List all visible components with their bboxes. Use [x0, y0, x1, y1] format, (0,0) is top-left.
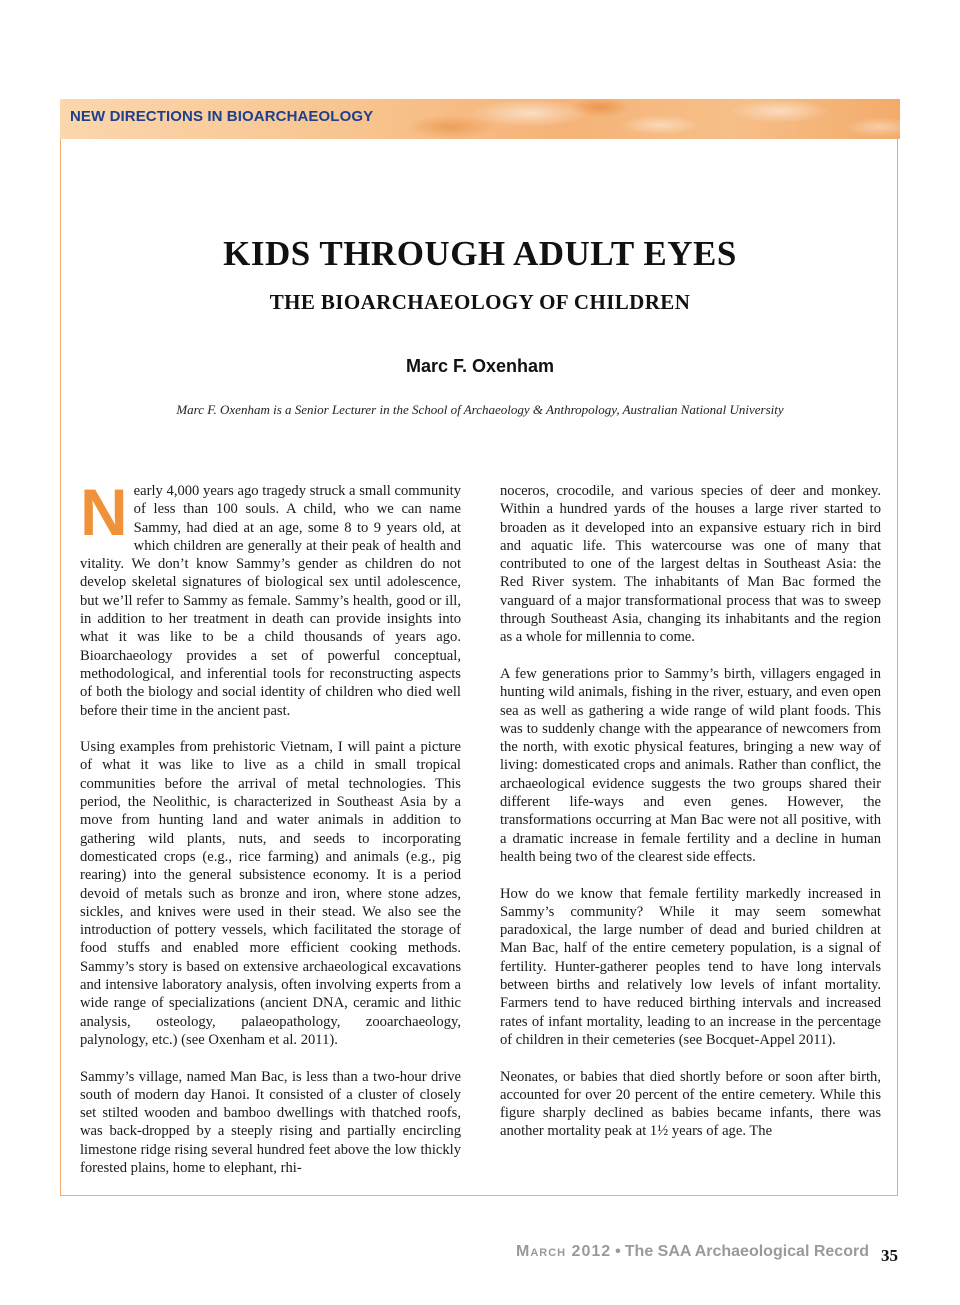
- left-column: [80, 475, 461, 1196]
- article-subtitle: THE BIOARCHAEOLOGY OF CHILDREN: [269, 290, 691, 314]
- author-name: Marc F. Oxenham: [405, 356, 555, 376]
- section-banner: [60, 99, 900, 139]
- paragraph: noceros, crocodile, and various species of deer and monkey. Within a hundred yards of the houses a large river started to broaden as it developed into an expansive estuary rich in bird and aquatic life. This watercourse was one of many that contributed to one of the largest deltas in Southeast Asia: the Red River system. The inhabitants of Man Bac formed the vanguard of a major transformational process that was to sweep through Southeast Asia, changing its inhabitants and the region as a whole for millennia to come.: [500, 483, 881, 646]
- paragraph: Using examples from prehistoric Vietnam, I will paint a picture of what it was like to live as a child in small tropical communities before the arrival of metal technologies. This period, the Neolithic, is characterized in Southeast Asia by a move from hunting land and water animals in addition to gathering wild plants, nuts, and seeds to incorporating domesticated crops (e.g., rice farming) and animals (e.g., pig rearing) into the general subsistence economy. It is a period devoid of metals such as bronze and iron, where stone adzes, sickles, and knives were used in their stead. We also see the introduction of pottery vessels, which facilitated the storage of food stuffs and enabled more efficient cooking methods. Sammy’s story is based on extensive archaeological excavations and intensive laboratory analysis, often involving experts from a wide range of specializations (ancient DNA, ceramic and lithic analysis, osteology, palaeopathology, zooarchaeology, palynology, etc.) (see Oxenham et al. 2011).: [80, 739, 461, 1048]
- footer-bullet: •: [615, 1243, 621, 1260]
- right-column: [500, 482, 881, 1159]
- paragraph: [80, 475, 461, 720]
- article-title: KIDS THROUGH ADULT EYES: [223, 234, 737, 273]
- page-footer: [516, 1243, 869, 1261]
- author-affiliation: Marc F. Oxenham is a Senior Lecturer in the School of Archaeology & Anthropology, Australian National University: [176, 402, 784, 417]
- paragraph: Sammy’s village, named Man Bac, is less than a two-hour drive south of modern day Hanoi. It consisted of a cluster of closely set stilted wooden and bamboo dwellings with thatched roofs, was back-dropped by a steeply rising and partially encircling limestone ridge rising several hundred feet above the low thickly forested plains, home to elephant, rhi-: [80, 1068, 461, 1176]
- section-label: NEW DIRECTIONS IN BIOARCHAEOLOGY: [70, 108, 374, 125]
- footer-date: March 2012: [516, 1243, 612, 1260]
- paragraph: How do we know that female fertility markedly increased in Sammy’s community? While it may seem somewhat paradoxical, the large number of dead and buried children at Man Bac, half of the entire cemetery population, is a signal of fertility. Hunter-gatherer peoples tend to have long intervals between births and relatively low levels of infant mortality. Farmers tend to have reduced birthing intervals and increased rates of infant mortality, leading to an increase in the percentage of children in their cemeteries (see Bocquet-Appel 2011).: [500, 885, 881, 1048]
- drop-cap: N: [80, 475, 128, 549]
- footer-publication: The SAA Archaeological Record: [624, 1243, 869, 1260]
- paragraph-text: early 4,000 years ago tragedy struck a small community of less than 100 souls. A child, who we can name Sammy, had died at an age, some 8 to 9 years old, at which children are generally at their peak of health and vitality. We don’t know Sammy’s gender as children do not develop skeletal signatures of biological sex until adolescence, but we’ll refer to Sammy as female. Sammy’s health, good or ill, in addition to her treatment in death can provide insights into what it was like to be a child thousands of years ago. Bioarchaeology provides a set of powerful conceptual, methodological, and inferential tools for reconstructing aspects of both the biology and social identity of children who died well before their time in the ancient past.: [80, 483, 461, 719]
- paragraph: A few generations prior to Sammy’s birth, villagers engaged in hunting wild animals, fishing in the river, estuary, and even open sea as well as gathering a wide range of wild plant foods. This was to suddenly change with the appearance of newcomers from the north, with exotic physical features, bringing a new way of living: domesticated crops and animals. Rather than conflict, the archaeological evidence suggests the two groups shared their different life-ways and even genes. However, the transformations occurring at Man Bac were not all positive, with a dramatic increase in female fertility and a decline in human health being two of the clearest side effects.: [500, 665, 881, 865]
- page-number: 35: [881, 1246, 898, 1265]
- paragraph: Neonates, or babies that died shortly before or soon after birth, accounted for over 20 percent of the entire cemetery. While this figure sharply declined as babies became infants, there was another mortality peak at 1½ years of age. The: [500, 1068, 881, 1140]
